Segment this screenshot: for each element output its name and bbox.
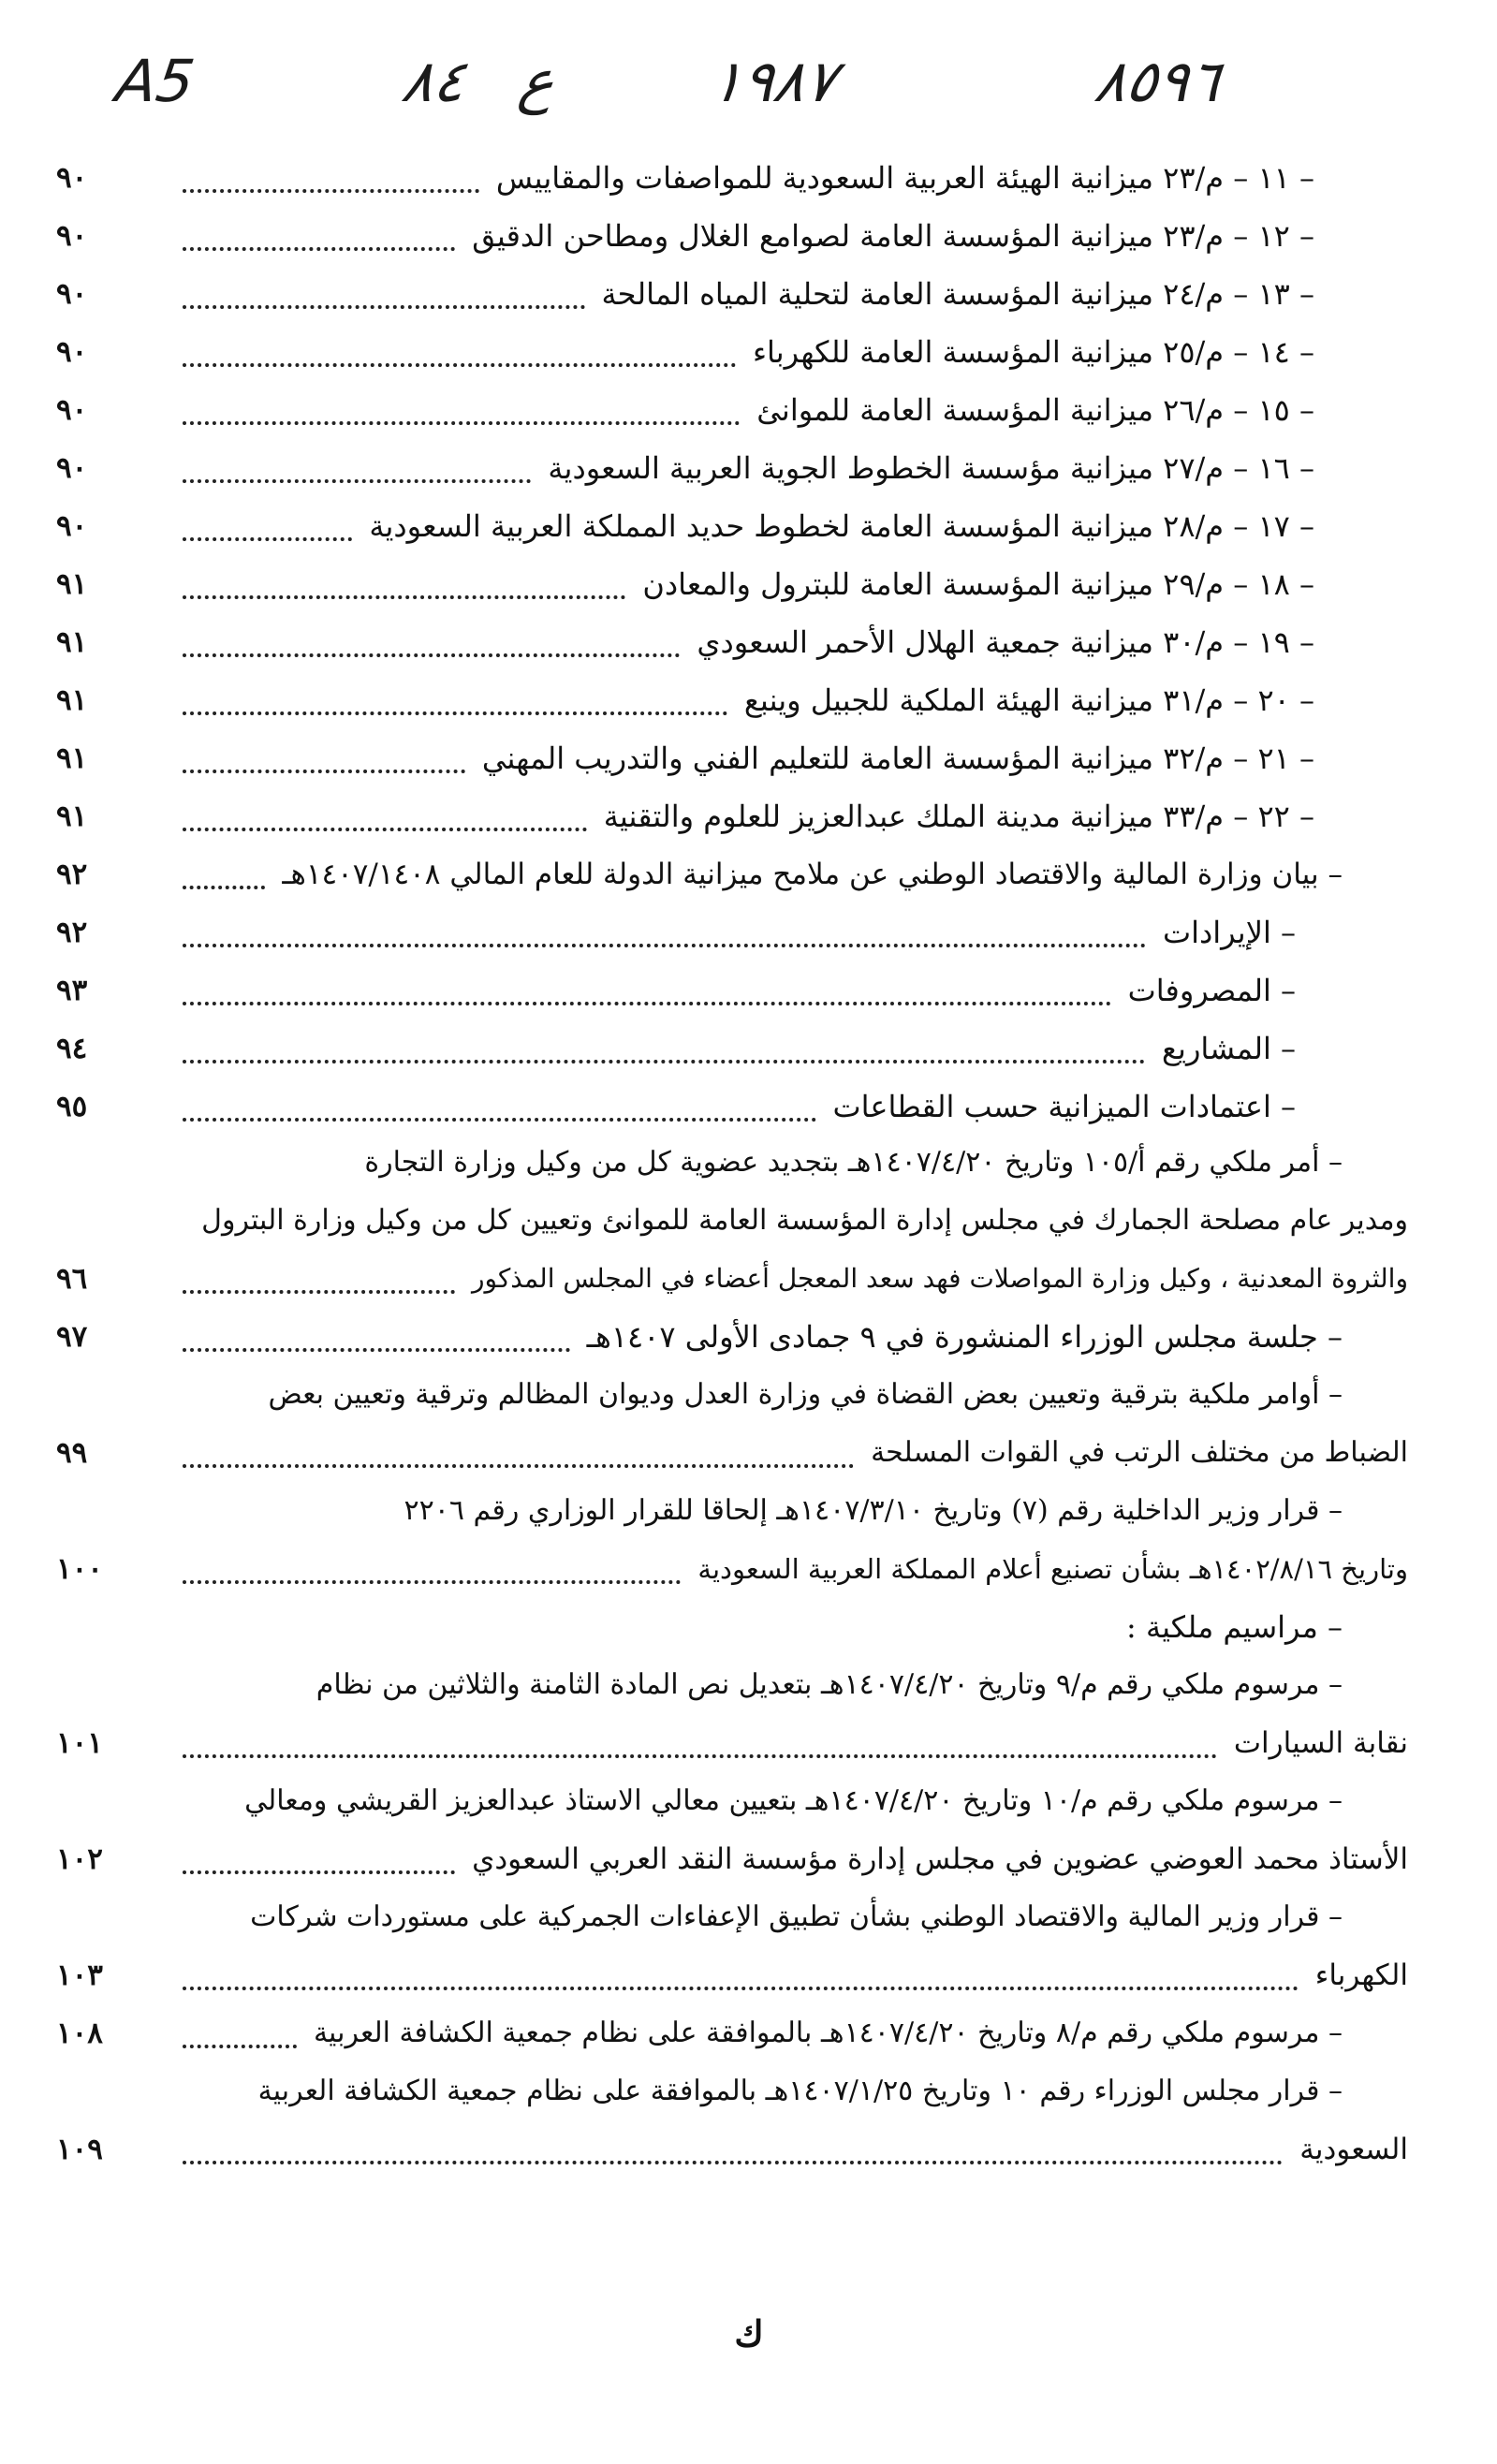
toc-entry	[0, 150, 1497, 206]
toc-entry-title: – جلسة مجلس الوزراء المنشورة في ٩ جمادى الأولى ١٤٠٧هـ	[586, 1319, 1343, 1355]
toc-entry-page: ٩٠	[56, 509, 88, 543]
leader-dots	[183, 1286, 455, 1294]
toc-entry-title: – ٢١ – م/٣٢ ميزانية المؤسسة العامة للتعليم الفني والتدريب المهني	[481, 741, 1314, 776]
toc-entry	[0, 1135, 1497, 1191]
toc-entry-page: ٩٧	[56, 1320, 88, 1354]
toc-entry	[0, 498, 1497, 554]
handwritten-code: A5	[111, 47, 198, 115]
toc-entry-title: – مرسوم ملكي رقم م/٨ وتاريخ ١٤٠٧/٤/٢٠هـ بالموافقة على نظام جمعية الكشافة العربية	[313, 2017, 1343, 2049]
toc-entry	[0, 266, 1497, 322]
toc-entry	[0, 730, 1497, 786]
toc-entry-title: – مراسيم ملكية :	[1126, 1609, 1343, 1645]
toc-entry-page: ١٠٩	[56, 2133, 103, 2166]
toc-entry-title: – ٢٠ – م/٣١ ميزانية الهيئة الملكية للجبيل وينبع	[743, 682, 1314, 718]
toc-entry-title: – أوامر ملكية بترقية وتعيين بعض القضاة في وزارة العدل وديوان المظالم وترقية وتعيين بعض	[268, 1378, 1343, 1411]
toc-entry	[0, 1309, 1497, 1365]
toc-entry-title: – ١١ – م/٢٣ ميزانية الهيئة العربية السعودية للمواصفات والمقاييس	[495, 160, 1314, 196]
handwritten-header	[0, 47, 1497, 150]
leader-dots	[183, 1751, 1217, 1758]
toc-entry	[0, 1773, 1497, 1829]
toc-entry	[0, 1483, 1497, 1539]
leader-dots	[183, 940, 1146, 947]
toc-entry-title: – ١٨ – م/٢٩ ميزانية المؤسسة العامة للبترول والمعادن	[642, 566, 1314, 602]
toc-entry	[0, 672, 1497, 728]
toc-entry-title: الضباط من مختلف الرتب في القوات المسلحة	[871, 1436, 1408, 1469]
toc-entry	[0, 1078, 1497, 1135]
toc-entry-page: ٩٠	[56, 219, 88, 253]
toc-entry	[0, 324, 1497, 380]
handwritten-letter: ع	[514, 47, 560, 115]
toc-entry-title: – مرسوم ملكي رقم م/٩ وتاريخ ١٤٠٧/٤/٢٠هـ بتعديل نص المادة الثامنة والثلاثين من نظام	[316, 1668, 1343, 1701]
toc-entry-page: ٩١	[56, 799, 88, 833]
toc-entry-title: وتاريخ ١٤٠٢/٨/١٦هـ بشأن تصنيع أعلام المملكة العربية السعودية	[697, 1553, 1408, 1585]
toc-entry-title: – قرار وزير الداخلية رقم (٧) وتاريخ ١٤٠٧/٣/١٠هـ إلحاقا للقرار الوزاري رقم ٢٢٠٦	[404, 1494, 1343, 1527]
toc-entry-title: – ١٦ – م/٢٧ ميزانية مؤسسة الخطوط الجوية العربية السعودية	[548, 450, 1314, 486]
toc-entry	[0, 1425, 1497, 1481]
leader-dots	[183, 708, 727, 715]
toc-entry	[0, 1657, 1497, 1713]
handwritten-number: ٨٤	[397, 47, 470, 115]
toc-entry-page: ١٠٣	[56, 1958, 103, 1992]
leader-dots	[183, 1114, 816, 1122]
toc-entry	[0, 1831, 1497, 1887]
toc-entry-page: ١٠١	[56, 1726, 103, 1760]
leader-dots	[183, 882, 265, 889]
handwritten-year: ١٩٨٧	[706, 47, 842, 115]
leader-dots	[183, 359, 736, 367]
toc-entry-page: ٩١	[56, 625, 88, 659]
leader-dots	[183, 1460, 854, 1468]
toc-entry-page: ٩٢	[56, 916, 88, 949]
toc-entry-title: – ١٥ – م/٢٦ ميزانية المؤسسة العامة للموانئ	[756, 392, 1314, 428]
toc-entry-page: ٩٠	[56, 335, 88, 369]
toc-entry-page: ٩١	[56, 567, 88, 601]
leader-dots	[183, 185, 479, 193]
leader-dots	[183, 476, 531, 483]
toc-entry-page: ٩٠	[56, 277, 88, 311]
toc-entry-title: – قرار وزير المالية والاقتصاد الوطني بشأن تطبيق الإعفاءات الجمركية على مستوردات شركات	[250, 1900, 1343, 1933]
toc-entry-page: ٩١	[56, 683, 88, 717]
toc-entry	[0, 962, 1497, 1019]
toc-entry-title: – مرسوم ملكي رقم م/١٠ وتاريخ ١٤٠٧/٤/٢٠هـ بتعيين معالي الاستاذ عبدالعزيز القريشي ومعالي	[244, 1784, 1343, 1817]
page-footer-letter: ك	[734, 2312, 764, 2354]
toc-entry-page: ٩٣	[56, 974, 88, 1007]
leader-dots	[183, 1344, 570, 1352]
toc-entry	[0, 556, 1497, 612]
toc-entry-page: ٩١	[56, 741, 88, 775]
toc-entry	[0, 788, 1497, 844]
toc-entry	[0, 1367, 1497, 1423]
toc-entry	[0, 1715, 1497, 1771]
leader-dots	[183, 998, 1111, 1005]
leader-dots	[183, 766, 465, 773]
toc-entry-title: – اعتمادات الميزانية حسب القطاعات	[832, 1089, 1296, 1124]
toc-entry-title: – ١٣ – م/٢٤ ميزانية المؤسسة العامة لتحلية المياه المالحة	[601, 276, 1314, 312]
toc-entry-title: – ١٤ – م/٢٥ ميزانية المؤسسة العامة للكهرباء	[752, 334, 1314, 370]
toc-entry-title: – المصروفات	[1127, 973, 1296, 1008]
leader-dots	[183, 1056, 1145, 1063]
handwritten-ref: ٨٥٩٦	[1090, 47, 1225, 115]
toc-entry	[0, 2063, 1497, 2119]
toc-entry-title: – قرار مجلس الوزراء رقم ١٠ وتاريخ ١٤٠٧/١/٢٥هـ بالموافقة على نظام جمعية الكشافة العربية	[257, 2075, 1343, 2107]
toc-entry	[0, 1947, 1497, 2003]
toc-entry-title: ومدير عام مصلحة الجمارك في مجلس إدارة المؤسسة العامة للموانئ وتعيين كل من وكيل وزارة البترول	[201, 1204, 1408, 1237]
toc-entry	[0, 904, 1497, 961]
toc-entry-title: – الإيرادات	[1162, 915, 1296, 950]
toc-entry-title: الكهرباء	[1314, 1958, 1408, 1992]
toc-entry	[0, 2121, 1497, 2178]
toc-entry-title: السعودية	[1299, 2133, 1408, 2166]
leader-dots	[183, 2157, 1283, 2164]
toc-entry-title: والثروة المعدنية ، وكيل وزارة المواصلات فهد سعد المعجل أعضاء في المجلس المذكور	[471, 1263, 1408, 1294]
leader-dots	[183, 1983, 1299, 1990]
leader-dots	[183, 592, 625, 599]
leader-dots	[183, 534, 352, 541]
toc-entry	[0, 614, 1497, 670]
leader-dots	[183, 418, 740, 425]
leader-dots	[183, 824, 587, 831]
toc-entry-title: – المشاريع	[1162, 1031, 1296, 1066]
toc-entry-page: ١٠٨	[56, 2017, 103, 2050]
toc-entry-title: الأستاذ محمد العوضي عضوين في مجلس إدارة مؤسسة النقد العربي السعودي	[472, 1842, 1408, 1876]
toc-entry	[0, 382, 1497, 438]
toc-entry-page: ١٠٢	[56, 1842, 103, 1876]
leader-dots	[183, 650, 680, 657]
toc-entry-page: ١٠٠	[56, 1552, 103, 1586]
leader-dots	[183, 1867, 455, 1874]
toc-entry-page: ٩٤	[56, 1032, 88, 1065]
toc-entry-title: نقابة السيارات	[1233, 1726, 1408, 1760]
toc-entry	[0, 846, 1497, 902]
toc-entry-page: ٩٠	[56, 161, 88, 195]
toc-entry-page: ٩٩	[56, 1436, 88, 1470]
toc-entry-title: – ١٢ – م/٢٣ ميزانية المؤسسة العامة لصوامع الغلال ومطاحن الدقيق	[472, 218, 1314, 254]
toc-entry-page: ٩٥	[56, 1090, 88, 1123]
toc-entry	[0, 2005, 1497, 2061]
toc-entry-page: ٩٠	[56, 451, 88, 485]
toc-entry-title: – ٢٢ – م/٣٣ ميزانية مدينة الملك عبدالعزيز للعلوم والتقنية	[603, 799, 1314, 834]
toc-entry-title: – أمر ملكي رقم أ/١٠٥ وتاريخ ١٤٠٧/٤/٢٠هـ بتجديد عضوية كل من وكيل وزارة التجارة	[364, 1146, 1343, 1179]
toc-entry	[0, 1020, 1497, 1077]
toc-entry-page: ٩٢	[56, 858, 88, 891]
toc-entry-title: – ١٧ – م/٢٨ ميزانية المؤسسة العامة لخطوط حديد المملكة العربية السعودية	[369, 508, 1314, 544]
leader-dots	[183, 301, 585, 309]
toc-entry	[0, 1193, 1497, 1249]
toc-entry	[0, 208, 1497, 264]
toc-entry-page: ٩٠	[56, 393, 88, 427]
leader-dots	[183, 2041, 297, 2048]
toc-entry	[0, 1251, 1497, 1307]
toc-entry	[0, 1541, 1497, 1597]
toc-entry-title: – ١٩ – م/٣٠ ميزانية جمعية الهلال الأحمر السعودي	[697, 624, 1314, 660]
toc-entry	[0, 1599, 1497, 1655]
toc-entry	[0, 1889, 1497, 1945]
toc-entry-title: – بيان وزارة المالية والاقتصاد الوطني عن ملامح ميزانية الدولة للعام المالي ١٤٠٧/١٤٠٨هـ	[282, 858, 1343, 891]
toc-entry-page: ٩٦	[56, 1262, 88, 1296]
leader-dots	[183, 1577, 681, 1584]
leader-dots	[183, 243, 455, 251]
toc-entry	[0, 440, 1497, 496]
